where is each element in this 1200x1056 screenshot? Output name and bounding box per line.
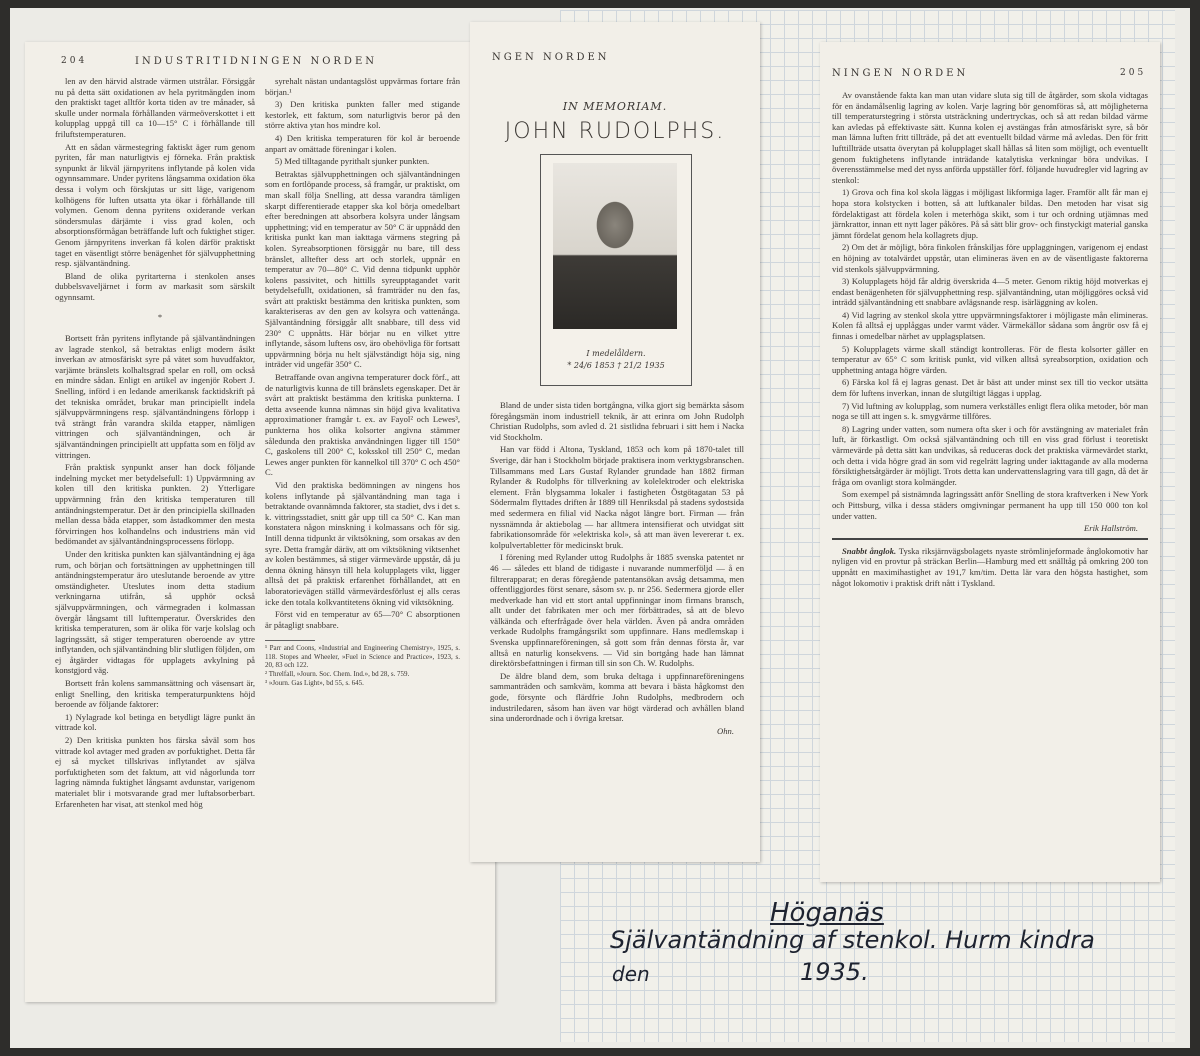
memoriam-name: JOHN RUDOLPHS.: [504, 119, 726, 144]
handwritten-title: Självantändning af stenkol. Hurm kindra: [610, 926, 1095, 954]
news-title: Snabbt ånglok.: [842, 545, 897, 556]
right-page-clipping: [820, 42, 1160, 882]
article-column-3: Av ovanstående fakta kan man utan vidare sluta sig till de åtgärder, som skola vidtagas för en ändamålsenlig lagring av kolen. Varje lagring bör genomföras så, att möjligheterna till temperaturstegring i största utsträckning undertryckas, och så att redan bildad värme kan avledas på effektivaste sätt. Kunna kolen ej avstängas från atmosfäriskt syre, så bör man lämna luften fritt tillträde, på det att eventuellt bildad värme må avledas. Den för fritt lufttillträde utsatta överytan på kolupplaget skall hållas så liten som möjligt, och eventuellt genom fuktighetens inflytande inträdande katalytiska verkningar böra undvikas. I överensstämmelse med det nyss anförda uppställer förf. följande huvudregler vid lagring av stenkol: 1) Grova och fina kol skola läggas i möjligast likformiga lager. Framför allt får man ej hopa stora kolstycken i botten, så att luftkanaler bildas. Den metoden har visat sig fördelaktigast att fördela kolen i meterhöga skikt, som i tur och ordning utjämnas med järnkrattor, innan ett nytt lager påköres. På så sätt blir grov- och finstyckigt material ganska jämnt fördelat genom hela kollagrets djup. 2) Om det är möjligt, böra finkolen frånskiljas före upplaggningen, varigenom ej endast en höjning av totalvärdet uppstår, utan elimineras även en av de väsentligaste faktorerna vid stenkols självuppvärmning. 3) Kolupplagets höjd får aldrig överskrida 4—5 meter. Genom riktig höjd motverkas ej endast benägenheten för självupphettning resp. självantändning, utan möjliggöres också vid inträdd självantändning ett snabbare avlägsnande resp. isärläggning av kolen. 4) Vid lagring av stenkol skola yttre uppvärmningsfaktorer i möjligaste mån elimineras. Kolen få alltså ej upplåggas under varmt väder. Värmekällor sådana som ångrör osv få ej finnas i omedelbar närhet av upplagsplatsen. 5) Kolupplagets värme skall ständigt kontrolleras. För de flesta kolsorter gäller en temperatur av 65° C som kritisk punkt, vid vilken alltså syreabsorption, oxidation och upphettning antaga högre värden. 6) Färska kol få ej lagras genast. Det är bäst att under minst sex till tio veckor utsätta dem för luftens inverkan, innan de slutgiltigt läggas i upplag. 7) Vid luftning av kolupplag, som numera verkställes enligt flera olika metoder, bör man noga se till att ingen s. k. smygvärme tillföres. 8) Lagring under vatten, som numera ofta sker i och för avstängning av materialet från luft, är förkastligt. Om också självantändning och till en viss grad förlust i teoretiskt värmevärde på detta sätt kan undvikas, så reduceras dock det praktiska värmevärdet starkt, och detta i vida högre grad än som vid regelrätt lagring under iakttagande av alla moderna försiktighetsåtgärder är möjligt. Trots detta kan undervattenslagring vara till gagn, då det är fråga om ovanligt stora kolmängder. Som exempel på sistnämnda lagringssätt anför Snelling de stora kraftverken i New York och Pittsburg, vilka i dessa städers omgivningar permanent ha upp till 150 000 ton kol under vatten. Erik Hallström. Snabbt ånglok. Tyska riksjärnvägsbolagets nyaste strömlinjeformade ånglokomotiv har nyligen vid en provtur på sträckan Berlin—Hamburg med ett snälltåg på omkring 200 ton uppnått en maximihastighet av 191,7 km/tim. Detta lär vara den högsta hastighet, som något lokomotiv i praktisk drift nått i Tyskland.: [832, 90, 1148, 588]
running-header: INDUSTRITIDNINGEN NORDEN: [135, 56, 377, 67]
memoriam-text: Bland de under sista tiden bortgångna, vilka gjort sig bemärkta såsom föregångsmän inom industriell teknik, är att erinra om John Rudolph Christian Rudolphs, som avled d. 21 sistlidna februari i sitt hem i Nacka vid Stockholm. Han var född i Altona, Tyskland, 1853 och kom på 1870-talet till Sverige, där han i Stockholm började praktisera inom verktygsbranschen. Tillsammans med Lars Gustaf Rylander grundade han 1882 firman Rylander & Rudolphs för tillverkning av kolelektroder och elektriska element. Från blygsamma lokaler i fastigheten Östgötagatan 53 på Södermalm flyttades driften år 1889 till Henriksdal på stadens sydostsida med sedermera en filial vid Nacka något längre bort. Firman — från nyssnämnda år aktiebolag — har alltmera intensifierat och utvidgat sitt fabrikationsområde för »elektriska kol», så att man även levererar t. ex. kolpulvertabletter för medicinskt bruk. I förening med Rylander uttog Rudolphs år 1885 svenska patentet nr 46 — således ett bland de tidigaste i nuvarande nummerföljd — å en filtrerapparat; en deras föregående patentansökan avsåg detsamma, men offentliggjordes först senare, såsom sv. p. nr 256. Sedermera gjorde eller medverkade han vid ett stort antal uppfinningar inom firmans bransch, allt under det fabrikaten mer och mer förbättrades, så att de blevo välkända och efterfrågade över hela världen. Även på andra områden verkade Rudolphs framgångsrikt som uppfinnare. Hans medlemskap i Svenska uppfinnareföreningen, så gott som från dennas första år, var alltså en naturlig konsekvens. — Vid sin bortgång hade han lämnat direktörsbefattningen i firman till sin son Ch. W. Rudolphs. De äldre bland dem, som bruka deltaga i uppfinnareföreningens sammanträden och samkväm, komma att bevara i bästa hågkomst den gode, försynte och flärdfrie John Rudolphs, medbrodern och industriledaren, såsom han även var högt värderad och avhållen bland sina underordnade och i övriga kretsar. Ohn.: [490, 400, 744, 736]
page-number: 205: [1120, 68, 1147, 78]
handwritten-place: Höganäs: [770, 898, 884, 928]
life-dates: * 24/6 1853 † 21/2 1935: [567, 361, 665, 370]
article-column-2: syrehalt nästan undantagslöst uppvärmas fortare från början.¹ 3) Den kritiska punkten faller med stigande kestorlek, ett faktum, som naturligtvis beror på den större aktiva ytan hos mindre kol. 4) Den kritiska temperaturen för kol är beroende anpart av omättade föreningar i kolen. 5) Med tilltagande pyrithalt sjunker punkten. Betraktas självupphettningen och självantändningen som en fortlöpande process, så framgår, ur praktiskt, om man skall följa Snelling, att dessa varandra tämligen skarpt differentierade etapper ska kol börja omedelbart efter beredningen att absorbera kolsyra under långsam upphettning; vid en temperatur av 50° C är uppnådd den kritiska punkt kan man iakttaga värmens stegring på kolen. Syreabsorptionen försiggår nu bare, till dess bränslet, alltefter dess art och storlek, uppnår en temperatur av 70—80° C. Vid denna tidpunkt upphör kolens passivitet, och hittills syreupptagandet varit betydelsefullt, oxidationen, så framträder nu den fas, svårt att praktiskt bestämma den kritiska punkten, som karakteriseras av den gen av kolsyra och vattenånga. Självantändning försiggår allt snabbare, till dess vid 230° C uppnåtts. Här börjar nu en vilket yttre inflytande, såsom luftens osv, äro obehövliga för fortsatt uppvärmning börja nu helt självständigt höja sig, ning inträder vid ungefär 350° C. Betraffande ovan angivna temperaturer dock förf., att de naturligtvis kunna de till bränslets egenskaper. Det är svårt att praktiskt bestämma den kritiska punkterna. I detta avseende kunna nämnas sin höjd giva kvalitativa approximationer framgår t. ex. av Fayol² och Lewes³, punkterna hos olika kolsorter angivna stämmer såledunda den praktiska användningen ligger till 150° C, gaskolens till 200° C, koksskol till 250° C, medan Lewes anger punkten för kannelkol till 370° C och 450° C. Vid den praktiska bedömningen av ningens hos kolens inflytande på självantändning man taga i betraktande ovannämnda faktorer, sta stadiet, dvs i det s. k. vittringsstadiet, snitt går upp till ca 50° C. Kan man konstatera någon minskning i kolmassans och för sig. Intill denna tidpunkt är viktsökning, som orsakas av den syre. Detta framgår däräv, att om viktsökning viktsenhet av kolen bestämmes, så stiger värmevärde uppstår, då ju denna ökning hänsyn till hela kolupplagets vikt, ligger alltså det på praktisk erfarenhet förhållandet, att en laboratorievägen ställd värmevärdesförlust ej alls ceras icke den totala kolkvantitetens ökning vid viktsökning. Först vid en temperatur av 65—70° C absorptionen är påtagligt snabbare. ¹ Parr and Coons, »Industrial and Engineering Chemistry», 1925, s. 118. Stopes and Wheeler, »Fuel in Science and Practice», 1923, s. 20, 83 och 122. ² Threlfall, »Journ. Soc. Chem. Ind.», bd 28, s. 759. ³ »Journ. Gas Light», bd 55, s. 645.: [265, 76, 460, 687]
running-header: NINGEN NORDEN: [832, 68, 969, 79]
footnotes: ¹ Parr and Coons, »Industrial and Engineering Chemistry», 1925, s. 118. Stopes and Wheeler, »Fuel in Science and Practice», 1923, s. 20, 83 och 122. ² Threlfall, »Journ. Soc. Chem. Ind.», bd 28, s. 759. ³ »Journ. Gas Light», bd 55, s. 645.: [265, 644, 460, 687]
news-text: Tyska riksjärnvägsbolagets nyaste strömlinjeformade ånglokomotiv har nyligen vid en provtur på sträckan Berlin—Hamburg med ett snälltåg på omkring 200 ton uppnått en maximihastighet av 191,7 km/tim. Detta lär vara den högsta hastighet, som något lokomotiv i praktisk drift nått i Tyskland.: [832, 545, 1148, 588]
left-page-clipping: [25, 42, 495, 1002]
author-signature: Erik Hallström.: [1084, 523, 1138, 534]
memoriam-clipping: [470, 22, 760, 862]
portrait-image: [553, 163, 677, 329]
handwritten-year: 1935.: [800, 958, 869, 986]
running-header: NGEN NORDEN: [492, 52, 610, 63]
page-number: 204: [61, 56, 88, 66]
memoriam-signature: Ohn.: [717, 725, 734, 736]
handwritten-den: den: [612, 962, 650, 986]
portrait-photo: [540, 154, 692, 386]
article-column-1: len av den härvid alstrade värmen utstrålar. Försiggår nu på detta sätt oxidationen av hela pyritmängden inom den praktiskt taget alltför korta tiden av tre månader, så skulle under normala förhållanden värmeöverskottet i ett kolupplag uppgå till ca 10—15° C i förhållande till friluftstemperaturen. Att en sådan värmestegring faktiskt äger rum genom pyriten, får man naturligtvis ej förneka. Från praktisk synpunkt är likväl järnpyritens inflytande på kolen vida ogynnsammare. Under pyritens långsamma oxidation öka dessa i volym och förskjutas ur sitt läge, varigenom kolhögens för luften utsatta yta ökar i förhållande till volymen. Genom denna pyritens oxiderande verkan söndersmulas därjämte i viss grad kolen, och absorptionsförmågan beträffande luft och fuktighet stiger. Genom järnpyritens inverkan få kolen därför praktiskt taget en väsentligt större benägenhet för självupphettning resp. självantändning. Bland de olika pyritarterna i stenkolen anses dubbelsvaveljärnet i form av markasit som särskilt ogynnsamt. * Bortsett från pyritens inflytande på självantändningen av lagrade stenkol, så betraktas enligt modern åsikt inverkan av atmosfäriskt syre på vätet som huvudfaktor, varjämte bränslets kolhaltsgrad spelar en roll, om också en mindre sådan. Enligt en artikel av ingenjör Robert J. Snelling, införd i en ledande amerikansk facktidskrift på det tekniska området, brukar man principiellt indela självuppvärmningens resp. självantändningens förlopp i två strängt från varandra skilda etapper, nämligen vittringen och självantändningen, och är självantändningen principiellt att uppfatta som en följd av vittringen. Från praktisk synpunkt anser han dock följande indelning mycket mer betydelsefull: 1) Uppvärmning av kolen till den kritiska punkten. 2) Ytterligare uppvärmning från den kritiska temperaturen till antändningstemperatur. Det är den principiella skillnaden mellan dessa båda etapper, som åstadkommer den mesta förvirringen hos kolhandelns och industriens män vid bedömandet av självantändningsprocessens förlopp. Under den kritiska punkten kan självantändning ej äga rum, och början och fortsättningen av upphettningen till antändningstemperatur äro uteslutande beroende av yttre omständigheter. Uteslutes inom detta stadium verkningarna utifrån, så upphör också självuppvärmningen, och värmegraden i kolmassan övergår långsamt till lufttemperatur. Överskrides den kritiska temperaturen, som är olika för varje kolslag och lagringssätt, så stiger temperaturen oberoende av yttre inflytanden, och självantändning blir slutligen följden, om ej åtgärder vidtagas för upplagets avkylning på konstgjord väg. Bortsett från kolens sammansättning och väsensart är, enligt Snelling, den kritiska temperaturpunktens höjd beroende av följande faktorer: 1) Nylagrade kol betinga en betydligt lägre punkt än vittrade kol. 2) Den kritiska punkten hos färska såväl som hos vittrade kol avtager med graden av porfuktighet. Detta får ej så mycket tillskrivas inflytandet av själva porfuktigheten som det faktum, att vid någorlunda torr lagring nämnda fuktighet långsamt avdunstar, varigenom materialet blir i motsvarande grad mer luftabsorberbart. Erfarenheten har visat, att stenkol med hög: [55, 76, 256, 809]
photo-caption: I medelåldern.: [586, 349, 646, 358]
memoriam-kicker: IN MEMORIAM.: [562, 100, 668, 113]
